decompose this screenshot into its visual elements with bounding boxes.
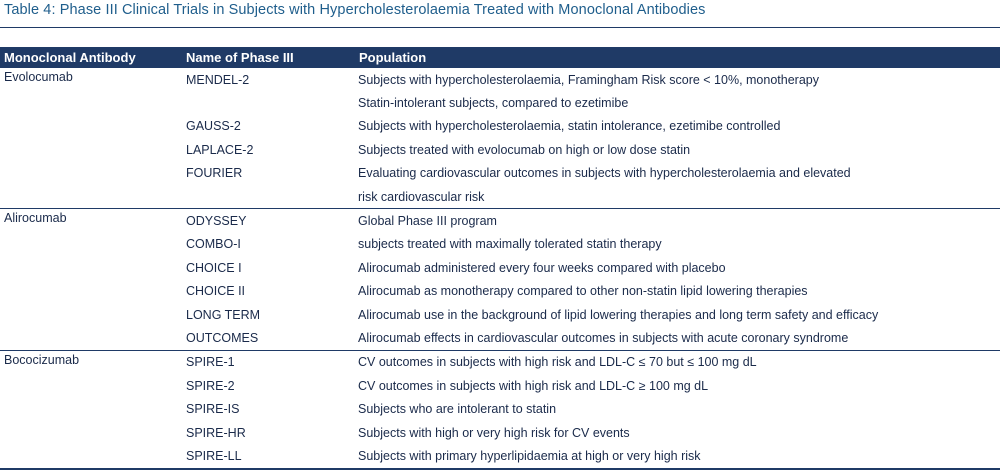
antibody-cell bbox=[0, 397, 180, 420]
antibody-cell bbox=[0, 91, 180, 114]
table-row bbox=[0, 397, 1000, 420]
trial-name-cell: COMBO-I bbox=[186, 237, 241, 252]
trial-name-cell: OUTCOMES bbox=[186, 330, 259, 345]
caption-divider bbox=[0, 27, 1000, 28]
trial-name-cell: SPIRE-HR bbox=[186, 425, 246, 440]
antibody-cell bbox=[0, 326, 180, 350]
trial-name-cell: CHOICE II bbox=[186, 284, 246, 299]
trial-name-cell: SPIRE-LL bbox=[180, 444, 355, 468]
antibody-cell bbox=[0, 374, 180, 397]
table-row bbox=[0, 138, 1000, 161]
table-row bbox=[0, 68, 1000, 92]
table-row bbox=[0, 185, 1000, 209]
trial-name-cell: ODYSSEY bbox=[180, 209, 355, 233]
population-cell: Alirocumab as monotherapy compared to other non-statin lipid lowering therapies bbox=[358, 284, 808, 299]
phase-iii-trials-table bbox=[0, 47, 1000, 470]
trial-name-cell bbox=[180, 185, 355, 209]
header-name-of-phase-iii: Name of Phase III bbox=[180, 47, 355, 68]
population-cell: CV outcomes in subjects with high risk and LDL-C ≤ 70 but ≤ 100 mg dL bbox=[355, 350, 1000, 374]
antibody-cell bbox=[0, 280, 180, 303]
table-row bbox=[0, 303, 1000, 326]
table-row bbox=[0, 209, 1000, 233]
antibody-cell bbox=[0, 162, 180, 185]
antibody-cell: Alirocumab bbox=[0, 209, 180, 233]
trial-name-cell: SPIRE-2 bbox=[186, 378, 235, 393]
table-header bbox=[0, 47, 1000, 68]
table-body bbox=[0, 68, 1000, 469]
table-row bbox=[0, 280, 1000, 303]
population-cell: subjects treated with maximally tolerated statin therapy bbox=[358, 237, 662, 252]
population-cell: Alirocumab use in the background of lipid lowering therapies and long term safety and efficacy bbox=[358, 307, 879, 322]
table-row bbox=[0, 421, 1000, 444]
trial-name-cell: SPIRE-1 bbox=[180, 350, 355, 374]
population-cell: Subjects who are intolerant to statin bbox=[358, 402, 557, 417]
antibody-cell bbox=[0, 444, 180, 468]
population-cell: risk cardiovascular risk bbox=[358, 189, 485, 204]
population-cell: Subjects with primary hyperlipidaemia at high or very high risk bbox=[355, 444, 1000, 468]
trial-name-cell: SPIRE-IS bbox=[186, 402, 240, 417]
population-cell: Subjects treated with evolocumab on high or low dose statin bbox=[358, 142, 691, 157]
table-row bbox=[0, 444, 1000, 468]
antibody-cell bbox=[0, 421, 180, 444]
table-row bbox=[0, 256, 1000, 279]
trial-name-cell bbox=[180, 91, 355, 114]
population-cell: Subjects with hypercholesterolaemia, Framingham Risk score < 10%, monotherapy bbox=[355, 68, 1000, 92]
trial-name-cell: MENDEL-2 bbox=[180, 68, 355, 92]
header-row bbox=[0, 47, 1000, 68]
antibody-cell bbox=[0, 233, 180, 256]
table-row bbox=[0, 233, 1000, 256]
population-cell: Evaluating cardiovascular outcomes in subjects with hypercholesterolaemia and elevated bbox=[358, 166, 851, 181]
antibody-cell: Evolocumab bbox=[0, 68, 180, 92]
table-row bbox=[0, 115, 1000, 138]
header-population: Population bbox=[355, 47, 1000, 68]
table-row bbox=[0, 374, 1000, 397]
population-cell: Alirocumab administered every four weeks compared with placebo bbox=[358, 260, 726, 275]
table-caption: Table 4: Phase III Clinical Trials in Subjects with Hypercholesterolaemia Treated with Monoclonal Antibodies bbox=[4, 2, 706, 18]
trial-name-cell: LAPLACE-2 bbox=[186, 142, 254, 157]
table-row bbox=[0, 350, 1000, 374]
population-cell: Subjects with high or very high risk for CV events bbox=[358, 425, 630, 440]
table-row bbox=[0, 162, 1000, 185]
trial-name-cell: LONG TERM bbox=[186, 307, 261, 322]
trial-name-cell: GAUSS-2 bbox=[186, 119, 241, 134]
population-cell: Global Phase III program bbox=[355, 209, 1000, 233]
header-monoclonal-antibody: Monoclonal Antibody bbox=[0, 47, 180, 68]
table-row bbox=[0, 91, 1000, 114]
antibody-cell: Bococizumab bbox=[0, 350, 180, 374]
antibody-cell bbox=[0, 115, 180, 138]
population-cell: Alirocumab effects in cardiovascular outcomes in subjects with acute coronary syndrome bbox=[358, 330, 849, 345]
antibody-cell bbox=[0, 256, 180, 279]
antibody-cell bbox=[0, 303, 180, 326]
population-cell: CV outcomes in subjects with high risk and LDL-C ≥ 100 mg dL bbox=[358, 378, 709, 393]
antibody-cell bbox=[0, 138, 180, 161]
trial-name-cell: CHOICE I bbox=[186, 260, 242, 275]
population-cell: Subjects with hypercholesterolaemia, statin intolerance, ezetimibe controlled bbox=[358, 119, 781, 134]
antibody-cell bbox=[0, 185, 180, 209]
population-cell: Statin-intolerant subjects, compared to ezetimibe bbox=[358, 96, 629, 111]
trial-name-cell: FOURIER bbox=[186, 166, 243, 181]
table-row bbox=[0, 326, 1000, 350]
